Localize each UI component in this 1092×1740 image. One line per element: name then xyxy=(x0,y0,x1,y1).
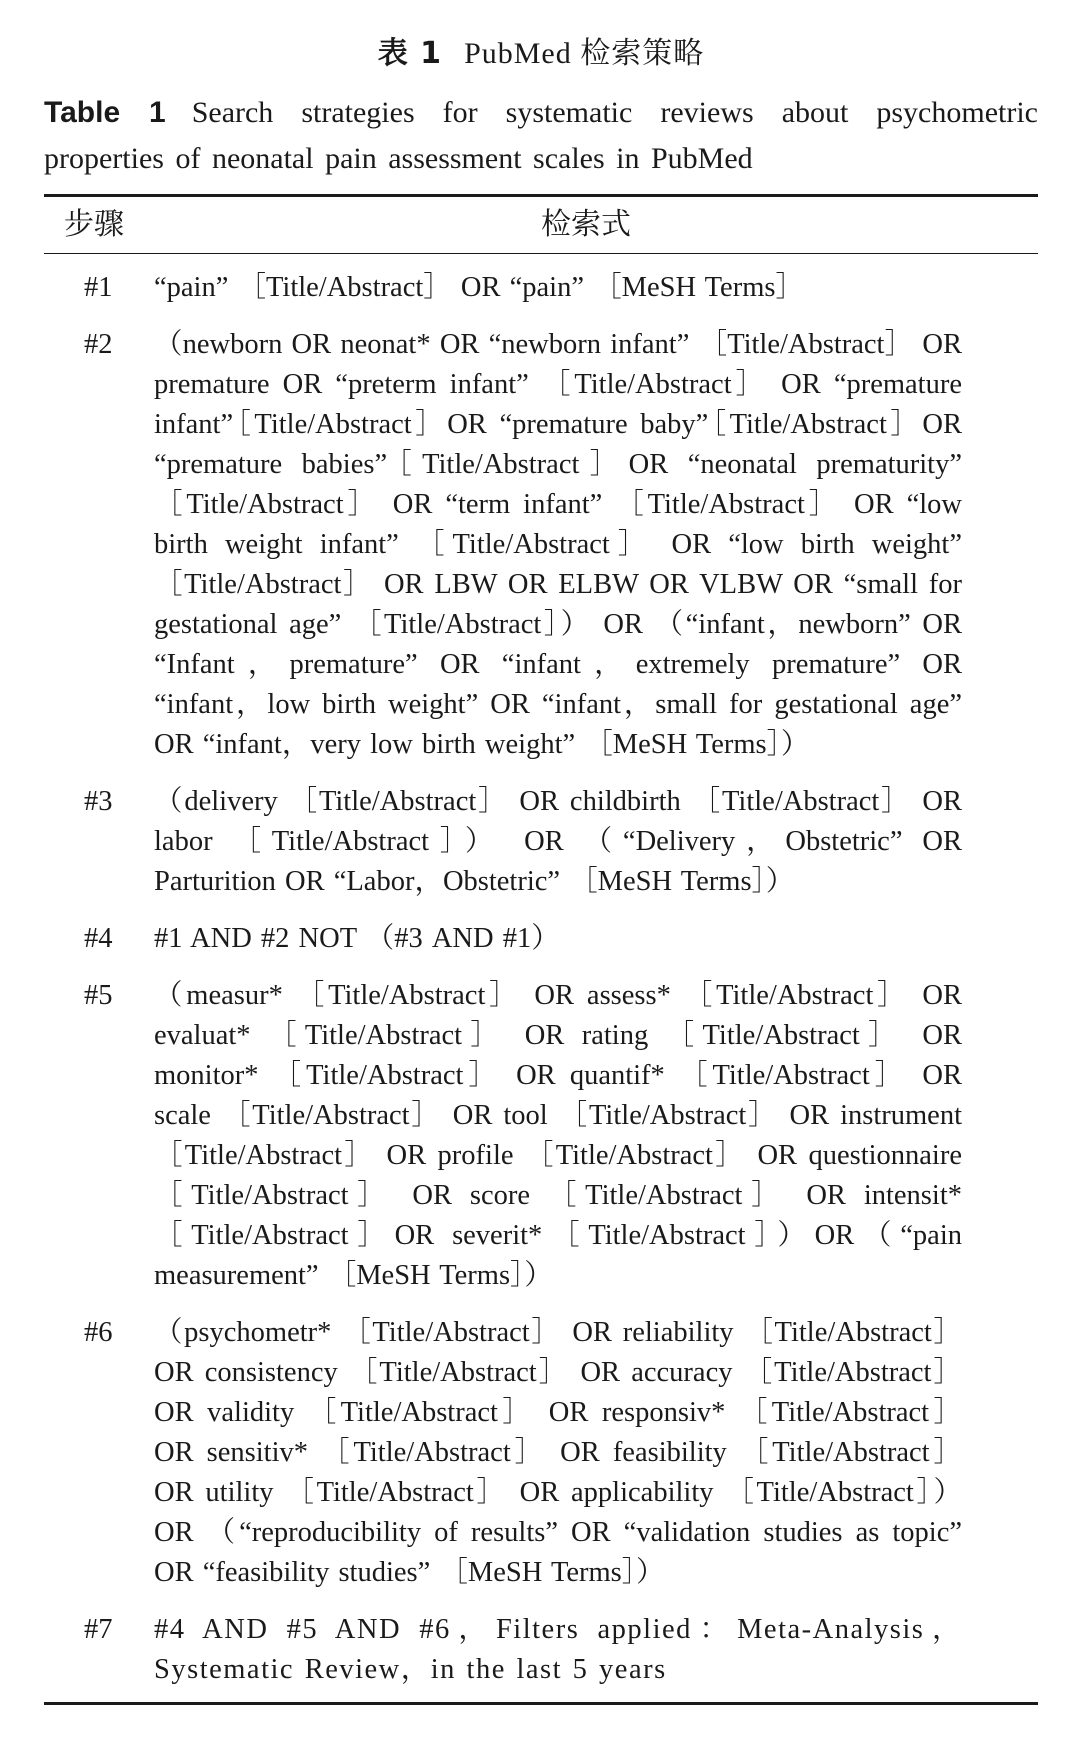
row-query: #1 AND #2 NOT （#3 AND #1） xyxy=(154,923,560,954)
row-step: #6 xyxy=(84,1317,113,1348)
column-header-query: 检索式 xyxy=(541,207,631,242)
row-step: #4 xyxy=(84,923,113,954)
row-query: （psychometr* ［Title/Abstract］ OR reliability ［Title/Abstract］ OR consistency ［Title/Abstract］ OR accuracy ［Title/Abstract］ OR validity ［Title/Abstract］ OR responsiv* ［Title/Abstract］ OR sensitiv* ［Title/Abstract］ OR feasibility ［Title/Abstract］ OR utility ［Title/Abstract］ OR applicability ［Title/Abstract］） OR （“reproducibility of results” OR “validation studies as topic” OR “feasibility studies” ［MeSH Terms］） xyxy=(154,1317,962,1588)
caption-cn-label: 表 1 xyxy=(377,36,443,71)
search-strategy-table xyxy=(44,194,1038,1705)
table-caption-chinese xyxy=(44,34,1038,74)
table-header xyxy=(44,197,1038,254)
row-query: （measur* ［Title/Abstract］ OR assess* ［Title/Abstract］ OR evaluat* ［Title/Abstract］ OR rating ［Title/Abstract］ OR monitor* ［Title/Abstract］ OR quantif* ［Title/Abstract］ OR scale ［Title/Abstract］ OR tool ［Title/Abstract］ OR instrument ［Title/Abstract］ OR profile ［Title/Abstract］ OR questionnaire ［Title/Abstract］ OR score ［Title/Abstract］ OR intensit*［Title/Abstract］OR severit*［Title/Abstract］）OR（“pain measurement” ［MeSH Terms］） xyxy=(154,980,962,1291)
row-query: “pain” ［Title/Abstract］ OR “pain” ［MeSH Terms］ xyxy=(154,272,804,303)
column-header-step: 步骤 xyxy=(64,207,124,242)
row-query: （newborn OR neonat* OR “newborn infant” ［Title/Abstract］ OR premature OR “preterm infant” ［Title/Abstract］ OR “premature infant”［Title/Abstract］OR “premature baby”［Title/Abstract］OR “premature babies”［Title/Abstract］OR “neonatal prematurity” ［Title/Abstract］ OR “term infant” ［Title/Abstract］ OR “low birth weight infant” ［Title/Abstract］ OR “low birth weight” ［Title/Abstract］ OR LBW OR ELBW OR VLBW OR “small for gestational age” ［Title/Abstract］） OR （“infant，newborn” OR “Infant，premature” OR “infant，extremely premature” OR “infant，low birth weight” OR “infant，small for gestational age” OR “infant，very low birth weight” ［MeSH Terms］） xyxy=(154,329,962,760)
table-row xyxy=(44,782,1038,902)
caption-en-text: Search strategies for systematic reviews about psychometric properties of neonatal pain assessment scales in PubMed xyxy=(44,96,1038,175)
table-row xyxy=(44,1610,1038,1690)
row-query: #4 AND #5 AND #6，Filters applied：Meta-Analysis，Systematic Review，in the last 5 years xyxy=(154,1614,962,1685)
row-step: #2 xyxy=(84,329,113,360)
row-step: #1 xyxy=(84,272,113,303)
table-row xyxy=(44,268,1038,308)
table-caption-english xyxy=(44,90,1038,182)
table-row xyxy=(44,919,1038,959)
table-row xyxy=(44,1313,1038,1593)
row-query: （delivery ［Title/Abstract］ OR childbirth ［Title/Abstract］ OR labor ［Title/Abstract］） OR （“Delivery，Obstetric” OR Parturition OR “Labor，Obstetric” ［MeSH Terms］） xyxy=(154,786,962,897)
table-body xyxy=(44,254,1038,1702)
table-figure xyxy=(44,0,1038,1705)
row-step: #3 xyxy=(84,786,113,817)
table-row xyxy=(44,976,1038,1296)
caption-en-label: Table 1 xyxy=(44,96,166,129)
table-row xyxy=(44,325,1038,765)
caption-cn-text: PubMed 检索策略 xyxy=(464,37,705,70)
row-step: #5 xyxy=(84,980,113,1011)
row-step: #7 xyxy=(84,1614,113,1645)
